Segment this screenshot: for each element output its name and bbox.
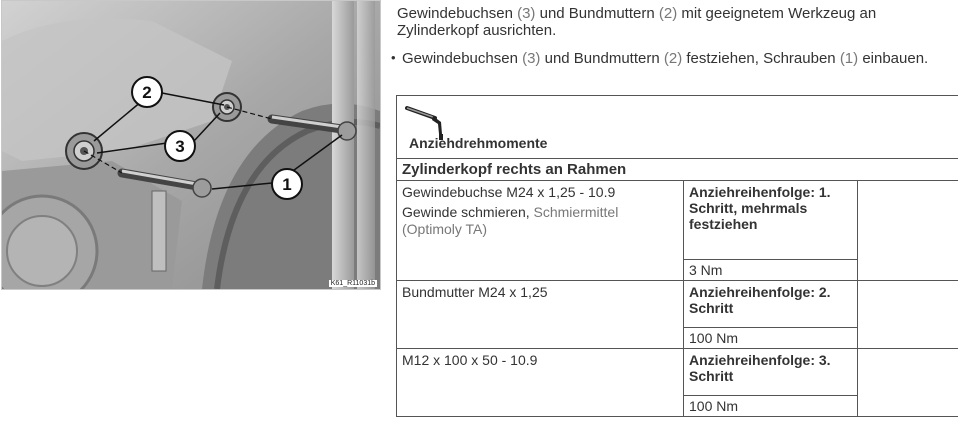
callout-2-label: 2 — [142, 83, 152, 102]
empty-cell — [858, 349, 958, 417]
sequence-cell: Anziehreihenfolge: 3. Schritt — [684, 349, 858, 396]
step1-ref-a: (3) — [517, 5, 536, 22]
callout-3 — [165, 131, 195, 161]
note-text: Gewinde schmieren, — [402, 204, 534, 220]
callout-3-label: 3 — [175, 137, 185, 156]
table-row — [397, 349, 958, 396]
step-align — [395, 5, 955, 39]
step1-text-c: mit geeignetem Werkzeug an Zylinderkopf ausrichten. — [397, 5, 877, 39]
step2-ref-a: (3) — [522, 50, 541, 67]
part-cell: Bundmutter M24 x 1,25 — [397, 281, 684, 349]
lubricant-text: Schmiermittel (Optimoly TA) — [402, 204, 619, 237]
torque-section-row — [397, 159, 958, 181]
sequence-cell: Anziehreihenfolge: 2. Schritt — [684, 281, 858, 328]
sequence-cell: Anziehreihenfolge: 1. Schritt, mehrmals festziehen — [684, 181, 858, 260]
table-row — [397, 281, 958, 328]
step2-ref-c: (1) — [839, 50, 859, 67]
empty-cell — [858, 181, 958, 281]
part-note — [402, 204, 678, 238]
torque-value: 100 Nm — [684, 396, 858, 417]
step-tighten — [391, 50, 955, 67]
figure-drawing — [2, 1, 380, 289]
torque-section: Zylinderkopf rechts an Rahmen — [397, 159, 958, 181]
step2-text-c: festziehen, Schrauben — [682, 50, 840, 67]
torque-header: Anziehdrehmomente — [409, 135, 548, 151]
callout-1-label: 1 — [282, 175, 292, 194]
torque-value: 3 Nm — [684, 260, 858, 281]
instructions — [391, 5, 955, 67]
installation-figure — [1, 0, 381, 290]
step2-text-d: einbauen. — [858, 50, 929, 67]
step2-text-a: Gewindebuchsen — [402, 50, 523, 67]
step2-text-b: und Bundmuttern — [540, 50, 664, 67]
figure-id: K61_R11031b — [330, 280, 375, 287]
step1-ref-b: (2) — [658, 5, 678, 22]
empty-cell — [858, 281, 958, 349]
callout-2 — [132, 77, 162, 107]
torque-header-cell — [397, 96, 958, 159]
part-cell: M12 x 100 x 50 - 10.9 — [397, 349, 684, 417]
step1-text-b: und Bundmuttern — [535, 5, 659, 22]
step1-text-a: Gewindebuchsen — [397, 5, 518, 22]
torque-value: 100 Nm — [684, 328, 858, 349]
table-row — [397, 181, 958, 260]
callout-1 — [272, 169, 302, 199]
step2-ref-b: (2) — [663, 50, 683, 67]
part-cell — [397, 181, 684, 281]
torque-table — [396, 95, 958, 417]
part-name: Gewindebuchse M24 x 1,25 - 10.9 — [402, 184, 616, 200]
torque-header-row — [397, 96, 958, 159]
bullet-icon: • — [391, 50, 396, 65]
